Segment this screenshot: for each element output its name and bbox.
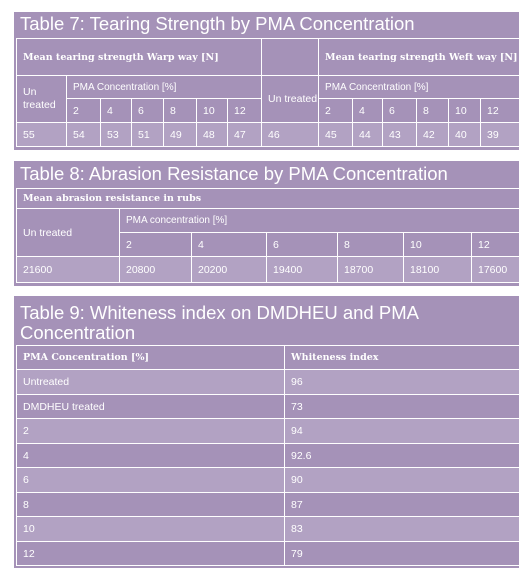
table7-weft-conc: 8 <box>417 99 449 123</box>
table7-weft-value: 43 <box>383 123 417 147</box>
table9-row-label: 10 <box>17 517 285 542</box>
table8-conc: 4 <box>192 233 267 257</box>
table7-warp-conc: 6 <box>132 99 164 123</box>
table7-warp-value: 49 <box>164 123 197 147</box>
table7-warp-conc: 8 <box>164 99 197 123</box>
table7-title: Table 7: Tearing Strength by PMA Concentration <box>20 13 415 34</box>
table8-grid <box>16 188 520 283</box>
table8-value: 20200 <box>192 257 267 283</box>
table7-weft-pma-label: PMA Concentration [%] <box>319 76 520 99</box>
table7-warp-conc: 12 <box>228 99 262 123</box>
table9-row-label: 4 <box>17 444 285 468</box>
table9-title-line2: Concentration <box>20 322 136 343</box>
table9-panel <box>14 296 519 568</box>
table9-row-value: 83 <box>285 517 520 542</box>
table9-row-value: 96 <box>285 370 520 395</box>
table7-weft-header: Mean tearing strength Weft way [N] <box>319 39 520 76</box>
table9-title-line1: Table 9: Whiteness index on DMDHEU and PMA <box>20 302 419 323</box>
table7-warp-conc: 4 <box>101 99 132 123</box>
table7-weft-conc: 2 <box>319 99 353 123</box>
table7-warp-value: 54 <box>67 123 101 147</box>
table7-weft-conc: 6 <box>383 99 417 123</box>
table7-grid <box>16 38 520 147</box>
table7-warp-conc: 2 <box>67 99 101 123</box>
table9-row-value: 79 <box>285 542 520 566</box>
table8-conc: 12 <box>472 233 520 257</box>
table7-weft-conc: 4 <box>353 99 383 123</box>
table8-title: Table 8: Abrasion Resistance by PMA Concentration <box>20 163 448 184</box>
table9-row-value: 92.6 <box>285 444 520 468</box>
table7-weft-untreated-value: 46 <box>262 123 319 147</box>
table7-weft-conc: 10 <box>449 99 481 123</box>
table9-row-value: 94 <box>285 419 520 444</box>
table7-warp-value: 53 <box>101 123 132 147</box>
table8-value: 18700 <box>338 257 404 283</box>
table7-warp-conc: 10 <box>197 99 228 123</box>
table7-warp-pma-label: PMA Concentration [%] <box>67 76 262 99</box>
table7-warp-untreated-label: Un treated <box>17 76 67 123</box>
table7-warp-header: Mean tearing strength Warp way [N] <box>17 39 262 76</box>
table7-warp-untreated-value: 55 <box>17 123 67 147</box>
table9-row-label: 12 <box>17 542 285 566</box>
table7-weft-value: 44 <box>353 123 383 147</box>
table8-value: 17600 <box>472 257 520 283</box>
table7-weft-value: 39 <box>481 123 520 147</box>
table8-value: 20800 <box>120 257 192 283</box>
table9-row-value: 87 <box>285 493 520 517</box>
table8-panel <box>14 161 519 286</box>
table9-row-value: 90 <box>285 468 520 493</box>
table8-conc: 6 <box>267 233 338 257</box>
table9-row-label: 6 <box>17 468 285 493</box>
table7-spacer-cell <box>262 39 319 76</box>
table7-weft-value: 42 <box>417 123 449 147</box>
table9-row-label: DMDHEU treated <box>17 395 285 419</box>
table8-untreated-value: 21600 <box>17 257 120 283</box>
table7-warp-value: 51 <box>132 123 164 147</box>
table8-value: 19400 <box>267 257 338 283</box>
table8-header: Mean abrasion resistance in rubs <box>17 189 520 209</box>
table9-row-value: 73 <box>285 395 520 419</box>
table9-col1-header: PMA Concentration [%] <box>17 346 285 370</box>
table7-weft-value: 45 <box>319 123 353 147</box>
table9-row-label: 2 <box>17 419 285 444</box>
table7-weft-conc: 12 <box>481 99 520 123</box>
table8-value: 18100 <box>404 257 472 283</box>
table7-weft-untreated-label: Un treated <box>262 76 319 123</box>
table7-panel <box>14 12 519 150</box>
table9-col2-header: Whiteness index <box>285 346 520 370</box>
table8-conc: 2 <box>120 233 192 257</box>
table8-conc: 8 <box>338 233 404 257</box>
table9-row-label: 8 <box>17 493 285 517</box>
table7-weft-value: 40 <box>449 123 481 147</box>
table8-conc: 10 <box>404 233 472 257</box>
table8-pma-label: PMA concentration [%] <box>120 209 520 233</box>
table9-row-label: Untreated <box>17 370 285 395</box>
table7-warp-value: 47 <box>228 123 262 147</box>
table7-warp-value: 48 <box>197 123 228 147</box>
table8-untreated-label: Un treated <box>17 209 120 257</box>
table9-grid <box>16 345 520 566</box>
